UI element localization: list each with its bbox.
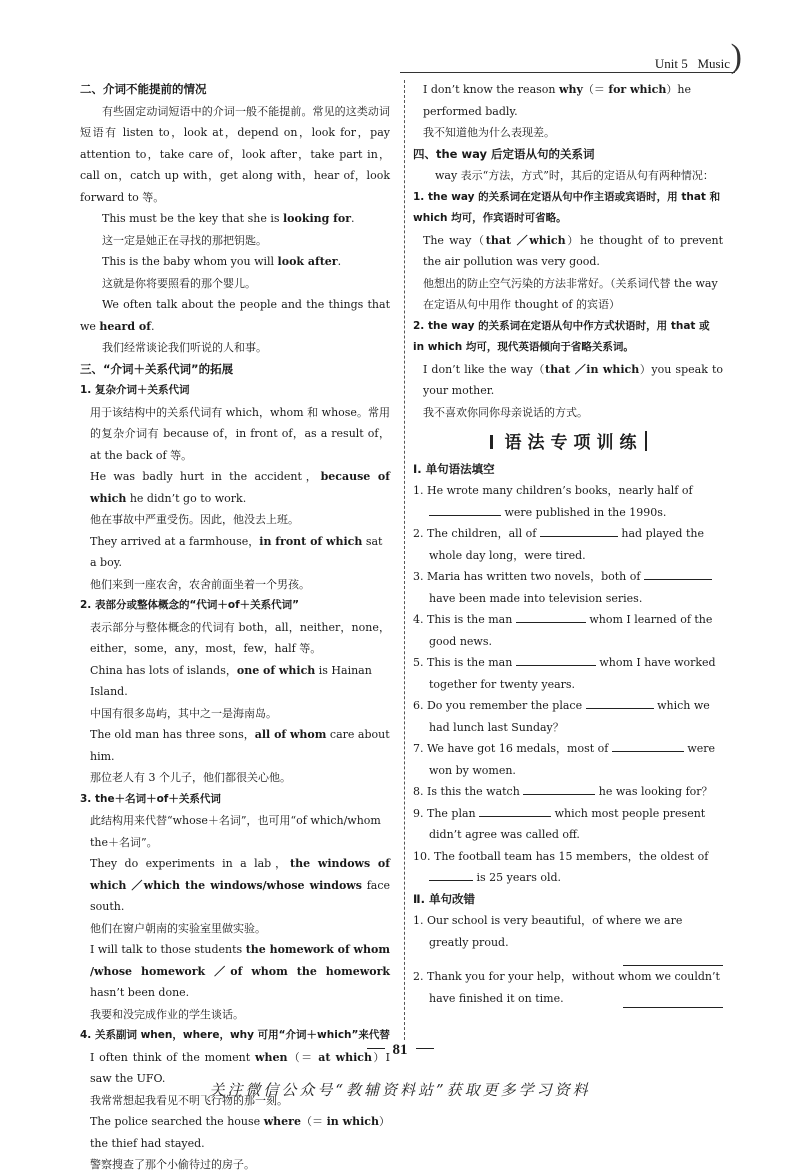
answer-line[interactable] <box>623 953 723 966</box>
subsection-title: 1. 复杂介词＋关系代词 <box>80 384 190 396</box>
example-sentence: China has lots of islands，one of which is Hainan Island. <box>90 663 372 698</box>
answer-blank[interactable] <box>644 566 712 580</box>
answer-blank[interactable] <box>479 803 551 817</box>
exercise-question: 4. This is the man whom I learned of the good news. <box>413 609 723 652</box>
example-translation: 我们经常谈论我们听说的人和事。 <box>102 341 267 354</box>
answer-blank[interactable] <box>612 738 684 752</box>
unit-title: Music <box>697 56 730 71</box>
answer-line[interactable] <box>623 995 723 1008</box>
example-translation: 我不知道他为什么表现差。 <box>423 126 555 139</box>
subsection-title: 3. the＋名词＋of＋关系代词 <box>80 792 221 805</box>
exercise-question: 5. This is the man whom I have worked together for twenty years. <box>413 652 723 695</box>
correction-question: 2. Thank you for your help，without whom we couldn’t have finished it on time. <box>413 970 720 1005</box>
exercise-question: 1. He wrote many children’s books，nearly half of were published in the 1990s. <box>413 484 693 519</box>
example-sentence: He was badly hurt in the accident，because of which he didn’t go to work. <box>90 470 390 505</box>
example-translation: 警察搜查了那个小偷待过的房子。 <box>90 1158 255 1171</box>
exercise-question: 8. Is this the watch he was looking for？ <box>413 781 723 803</box>
answer-blank[interactable] <box>523 781 595 795</box>
example-translation: 他想出的防止空气污染的方法非常好。（关系词代替 the way 在定语从句中用作 thought of 的宾语） <box>423 276 718 311</box>
subsection-text: 表示部分与整体概念的代词有 both，all，neither，none，either，some，any，most，few，half 等。 <box>90 620 390 655</box>
part-1-title: Ⅰ. 单句语法填空 <box>413 461 495 476</box>
example-sentence: We often talk about the people and the things that we heard of. <box>80 298 390 333</box>
exercise-bar-icon <box>645 431 647 451</box>
exercise-mark-icon <box>490 435 501 449</box>
example-sentence: They arrived at a farmhouse，in front of which sat a boy. <box>90 534 383 569</box>
example-sentence: The way（that ／which）he thought of to prevent the air pollution was very good. <box>423 233 723 268</box>
example-translation: 那位老人有 3 个儿子，他们都很关心他。 <box>90 771 291 784</box>
exercise-question: 3. Maria has written two novels，both of have been made into television series. <box>413 566 723 609</box>
section-4-title: 四、the way 后定语从句的关系词 <box>413 146 595 161</box>
rule-title: 1. the way 的关系词在定语从句中作主语或宾语时，用 that 和 which 均可，作宾语时可省略。 <box>413 190 721 224</box>
subsection-text: 用于该结构中的关系代词有 which，whom 和 whose。常用的复杂介词有 because of，in front of，as a result of，at the back of 等。 <box>90 405 390 462</box>
example-translation: 他们来到一座农舍，农舍前面坐着一个男孩。 <box>90 577 310 591</box>
example-translation: 这就是你将要照看的那个婴儿。 <box>102 276 256 290</box>
answer-blank[interactable] <box>540 523 618 537</box>
exercise-question: 6. Do you remember the place which we had lunch last Sunday？ <box>413 695 723 738</box>
footer-note: 关注微信公众号“教辅资料站”获取更多学习资料 <box>209 1081 591 1099</box>
example-translation: 我常常想起我看见不明飞行物的那一刻。 <box>90 1093 288 1107</box>
left-column <box>80 79 390 1176</box>
dash-left <box>367 1048 385 1049</box>
example-translation: 我不喜欢你同你母亲说话的方式。 <box>423 405 588 419</box>
subsection-text: 此结构用来代替“whose＋名词”，也可用“of which/whom the＋名词”。 <box>90 814 381 849</box>
unit-label: Unit 5 <box>654 56 688 71</box>
answer-blank[interactable] <box>516 652 596 666</box>
example-sentence: I don’t like the way（that ／in which）you speak to your mother. <box>423 362 723 397</box>
exercise-question: 10. The football team has 15 members，the oldest of is 25 years old. <box>413 849 709 884</box>
section-3-title: 三、“介词＋关系代词”的拓展 <box>80 361 234 376</box>
example-sentence: They do experiments in a lab，the windows of which ／which the windows/whose windows face south. <box>90 857 391 913</box>
exercise-title: 语法专项训练 <box>413 431 723 455</box>
part-2-title: Ⅱ. 单句改错 <box>413 891 475 906</box>
dash-right <box>416 1048 434 1049</box>
example-translation: 他在事故中严重受伤。因此，他没去上班。 <box>90 513 299 526</box>
example-sentence: I often think of the moment when（＝ at which）I saw the UFO. <box>90 1050 390 1085</box>
answer-blank[interactable] <box>429 867 473 881</box>
subsection-title: 2. 表部分或整体概念的“代词＋of＋关系代词” <box>80 599 300 611</box>
example-sentence: The police searched the house where（＝ in which）the thief had stayed. <box>90 1115 391 1150</box>
section-4-text: way 表示“方法，方式”时，其后的定语从句有两种情况： <box>435 169 714 182</box>
subsection-title: 4. 关系副词 when，where，why 可用“介词＋which”来代替 <box>80 1029 390 1041</box>
example-sentence: This must be the key that she is looking for. <box>102 212 355 225</box>
page-number: 81 <box>0 1040 800 1062</box>
header-bracket: ) <box>730 38 742 75</box>
rule-title: 2. the way 的关系词在定语从句中作方式状语时，用 that 或 in which 均可，现代英语倾向于省略关系词。 <box>413 319 710 353</box>
section-2-text: 有些固定动词短语中的介词一般不能提前。常见的这类动词短语有 listen to，look at，depend on，look for，pay attention to，take care of，look after，take part in，call on，catch up with，get along with，hear of，look forward to 等。 <box>80 104 390 204</box>
header-rule <box>400 72 735 73</box>
exercise-question: 7. We have got 16 medals，most of were won by women. <box>413 738 723 781</box>
column-divider <box>404 80 405 1040</box>
example-translation: 这一定是她正在寻找的那把钥匙。 <box>102 233 267 247</box>
correction-question: 1. Our school is very beautiful，of where we are greatly proud. <box>413 914 683 949</box>
answer-blank[interactable] <box>429 502 501 516</box>
example-sentence: The old man has three sons，all of whom care about him. <box>90 728 390 763</box>
example-translation: 他们在窗户朝南的实验室里做实验。 <box>90 921 266 935</box>
example-sentence: This is the baby whom you will look after. <box>102 255 342 268</box>
example-translation: 中国有很多岛屿，其中之一是海南岛。 <box>90 706 277 720</box>
exercise-question: 9. The plan which most people present didn’t agree was called off. <box>413 803 723 846</box>
exercise-question: 2. The children，all of had played the whole day long，were tired. <box>413 523 723 566</box>
answer-blank[interactable] <box>516 609 586 623</box>
example-translation: 我要和没完成作业的学生谈话。 <box>90 1007 244 1021</box>
example-sentence: I will talk to those students the homework of whom /whose homework ／of whom the homework hasn’t been done. <box>90 943 390 999</box>
section-2-title: 二、介词不能提前的情况 <box>80 82 207 96</box>
right-column <box>413 79 723 1008</box>
answer-blank[interactable] <box>586 695 654 709</box>
example-sentence: I don’t know the reason why（＝ for which）he performed badly. <box>423 83 691 118</box>
